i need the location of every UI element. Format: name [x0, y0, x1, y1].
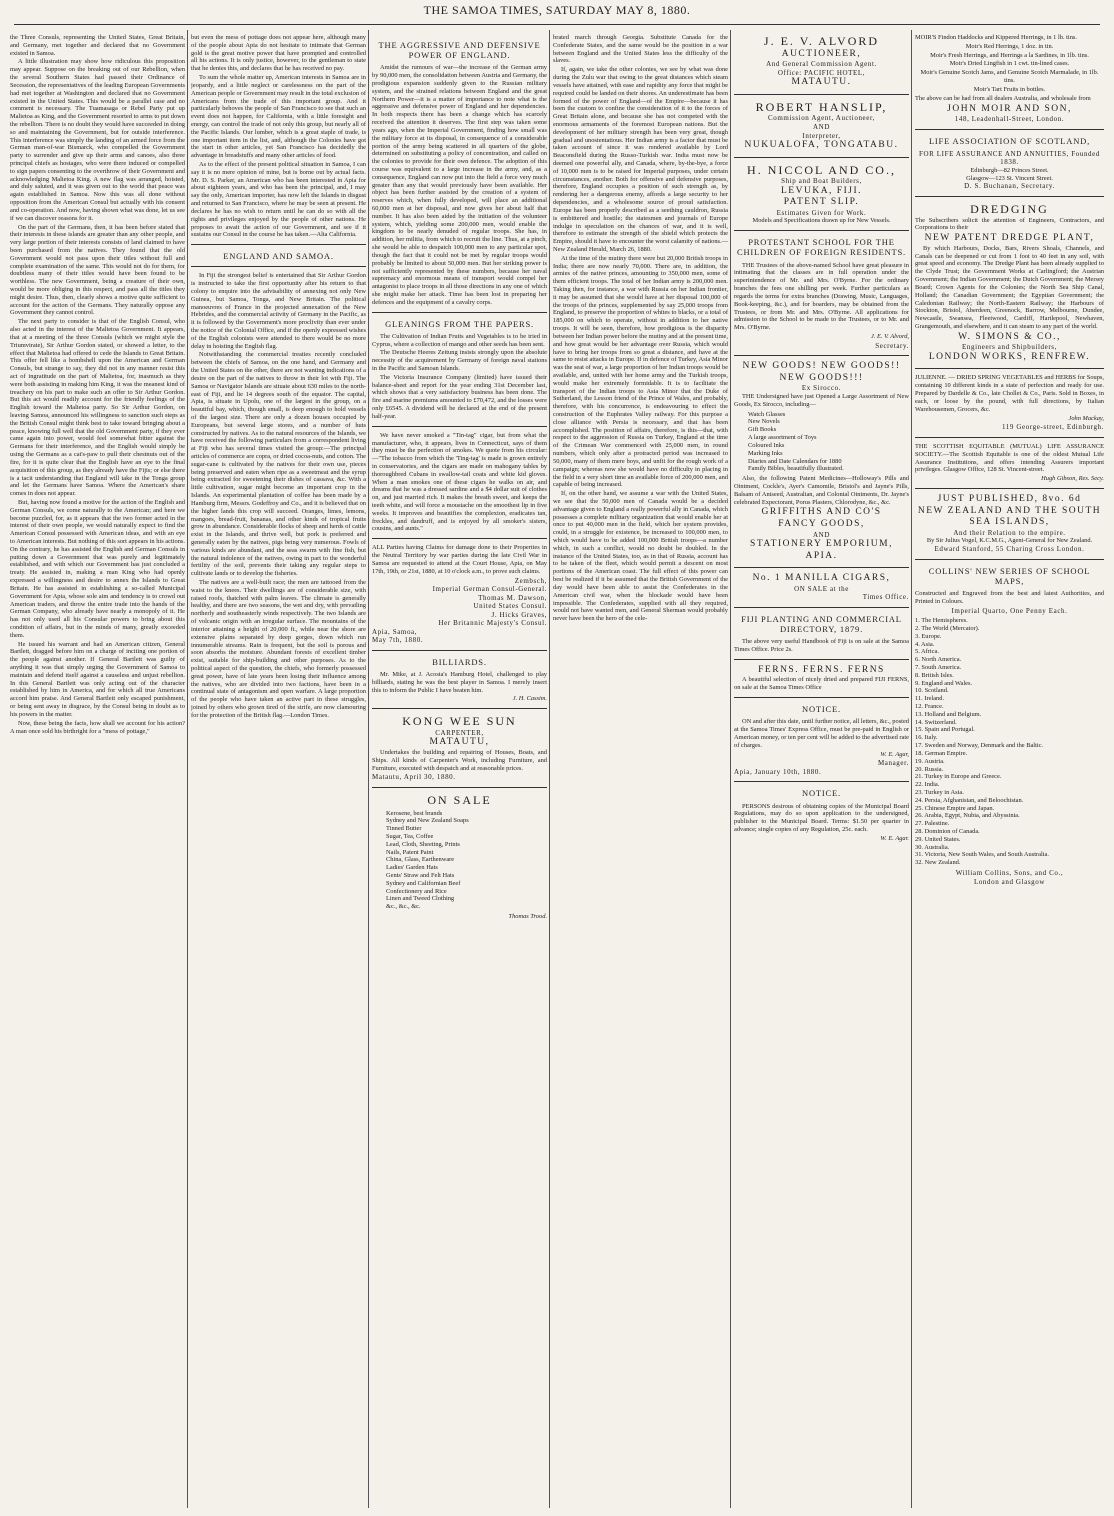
list-item: 11. Ireland.	[915, 695, 945, 703]
advert-date: Matautu, April 30, 1880.	[372, 773, 456, 782]
list-item: 13. Holland and Belgium.	[915, 710, 982, 718]
advert-heading: PROTESTANT SCHOOL FOR THE CHILDREN OF FOREIGN RESIDENTS.	[737, 237, 906, 258]
advert-text: THE Trustees of the above-named School have great pleasure in intimating that the classes are in full operation under the superintendence of Mr. and Mrs. O'Byrne. For the ordinary branches the fees one shilling per week. Further particulars as regards the terms for extra branches (Drawing, Music, Languages, Book-keeping, &c.), and for boarders, may be obtained from the Trustees, or from Mr. and Mrs. O'Byrne. All applications for admission to the School to be made to the Trustees, or to Mr. and Mrs. O'Byrne.	[734, 261, 909, 332]
list-item: Sugar, Tea, Coffee	[386, 832, 434, 840]
list-item: 25. Chinese Empire and Japan.	[915, 804, 995, 812]
list-item: 20. Russia.	[915, 765, 944, 773]
advert-address: Edward Stanford, 55 Charing Cross London.	[934, 545, 1085, 554]
advert-text: THE Undersigned have just Opened a Large Assortment of New Goods, Ex Sirocco, including—	[734, 393, 909, 408]
list-item: 17. Sweden and Norway, Denmark and the Baltic.	[915, 742, 1044, 750]
advert-heading: GRIFFITHS AND CO'S	[761, 507, 882, 518]
advert-sub: Ship and Boat Builders,	[781, 177, 862, 186]
advert-column-1	[734, 34, 909, 1504]
advert-place: APIA.	[805, 550, 838, 561]
signature: W. E. Agar.	[880, 834, 909, 842]
section-rule	[734, 94, 909, 95]
column-4	[553, 34, 728, 1504]
column-rule	[549, 30, 550, 1508]
list-item: Family Bibles, beautifully illustrated.	[748, 465, 844, 473]
list-item: 31. Victoria, New South Wales, and South Australia.	[915, 851, 1049, 859]
article-paragraph: If, again, we take the other colonies, we see by what was done during the Zulu war that owing to the great distances which steam vessels have attained, with ease and rapidity any force that might be required could be landed on their shores. An underestimate has been formed of the power of England—of the Empire—because it has been the custom to confine the consideration of it to the forces of Great Britain alone, and because she has not competed with the enormous armaments of the foremost European nations. But the development of her military strength has been very great, though gradual and unostentatious. Her Indian army is a factor that must be taken account of since it was rendered available by Lord Beaconsfield during the Russo-Turkish war. India must now be deemed one powerful ally, and Canada, where, by-the-bye, a force of 10,000 men is to be raised for Imperial purposes, under certain circumstances, another. Both for offensive and defensive purposes, therefore, England occupies a position of such strength as, by rendering her a dangerous enemy, affords a large security to her dependencies, and a wholesome source of proud satisfaction. Europe has been properly described as a seething cauldron, Russia is embittered and hostile; the statesmen and journals of Europe indulge in speculation on the chances of war, and it is well, therefore to estimate the strength of the shield which protects the Empire, should it have to encounter the worst calamity of nations.—New Zealand Herald, March 26, 1880.	[553, 66, 728, 253]
advert-text: Moir's Fresh Herrings, and Herrings a la Sardines, in 1lb. tins.	[930, 51, 1089, 59]
article-paragraph: The Victoria Insurance Company (limited) have issued their balance-sheet and report for the year ending 31st December last, which shows that a very satisfactory business has been done. The fire and marine premiums amounted to £70,472, and the losses were only £6545. A dividend will be declared at the end of the present half-year.	[372, 373, 547, 420]
advert-sub: Interpreter,	[802, 131, 841, 140]
advert-heading: LIFE ASSOCIATION OF SCOTLAND,	[928, 135, 1091, 146]
list-item: 19. Austria.	[915, 757, 945, 765]
advert-heading: COLLINS' NEW SERIES OF SCHOOL MAPS,	[928, 565, 1091, 586]
article-paragraph: Now, these being the facts, how shall we account for his action? A man once sold his birthright for a "mess of pottage,"	[10, 719, 185, 735]
section-rule	[734, 355, 909, 356]
list-item: 22. India.	[915, 781, 940, 789]
article-paragraph: A little illustration may show how ridiculous this proposition may appear. Suppose on the breaking out of our Rebellion, when the several Southern States had passed their Ordinance of Secession, the representatives of the leading European Governments had met together at Washington and declared that no Government existed in the United States. This would be a parallel case and no comment is necessary. The Tuamasaga or Rebel Party put up Malietoa as King, and the Government resorted to arms to put down the rebellion. There is no doubt they would have succeeded in doing so and maintaining the Government, but for outside interference. This interference was simply the landing of an armed force from the German man-of-war Bismarck, who compelled the Government party to surrender and give up their arms and canoes, also three principal chiefs as hostages, who were there induced or compelled to sign papers consenting to the overthrow of their Government and acknowledging Malietoa King. A new flag was arranged, hoisted, and duly saluted, and it was given out to the world that peace was again established in Samoa. Now this was all done without opposition from the American Consul but actually with his consent and co-operation. And now, having shown what was done, let us see if we can discover reasons for it.	[10, 58, 185, 222]
notice-text: PERSONS desirous of obtaining copies of the Municipal Board Regulations, may do so upon application to the undersigned, publisher to the Municipal Board. Terms: $1.50 per quarter in advance; single copies of any Regulation, 25c. each.	[734, 802, 909, 834]
advert-text: Undertakes the building and repairing of Houses, Boats, and Ships. All kinds of Carpenter's Work, including Furniture, and Furniture, executed with despatch and at reasonable prices.	[372, 748, 547, 772]
signature: W. E. Agar,	[880, 750, 909, 758]
column-rule	[187, 30, 188, 1508]
list-item: 16. Italy.	[915, 734, 938, 742]
column-2	[191, 34, 366, 1504]
map-list	[915, 617, 1104, 867]
advert-text: By Sir Julius Vogel, K.C.M.G., Agent-General for New Zealand.	[926, 537, 1093, 545]
sale-list	[372, 810, 547, 912]
advert-heading: DREDGING	[970, 202, 1049, 217]
list-item: Sydney and New Zealand Soaps	[386, 817, 469, 825]
advert-sub: And their Relation to the empire.	[953, 528, 1066, 537]
advert-sub: FOR LIFE ASSURANCE AND ANNUITIES, Founded 1838.	[919, 149, 1100, 167]
header-rule	[14, 24, 1100, 25]
article-paragraph: Amidst the rumours of war—the increase of the German army by 90,000 men, the consolidation between Austria and Germany, the prodigious expansion suddenly given to the Russian military system, and the strained relations between England and the great Northern Power—it is a matter of importance to note what is the aggressive and defensive power of England and her dependencies. In both respects there has been a change which has scarcely received the attention it deserves. The first step was taken some years ago, when the Imperial Government, finding how small was the military force at its disposal, in consequence of a considerable portion of the army being scattered in all quarters of the globe, determined on substituting a policy of concentration, and called on the colonies to provide for their own defence. The adoption of this course was equivalent to a large increase in the army, and, as a consequence, England can now put into the field a force very much greater than any that would previously have been available. Her object has been further assisted by the creation of a system of reserves which, when fully developed, will place an additional 60,000 men at her disposal, and now gives her about half that number. It has also been aided by the initiation of the volunteer system, which, yielding some 200,000 men, would enable the kingdom to be nearly denuded of regular troops. She has, in addition, her militia, from which to recruit the line. Thus, at a pinch, she would be able to despatch 100,000 men to any particular spot, though the fact that it could not be met by regular troops would probably be limited to about 50,000 men. But her striking power is not sufficiently represented by these numbers, because her naval supremacy and enormous means of transport would compel her antagonist to place troops in all those directions in any one of which she might make her attack. Time has been lost in preparing her defences and the equipment of a cavalry corps.	[372, 64, 547, 306]
section-rule	[734, 781, 909, 782]
list-item: 7. South America.	[915, 663, 962, 671]
article-heading: BILLIARDS.	[432, 656, 487, 667]
list-item: 24. Persia, Afghanistan, and Beloochistan.	[915, 796, 1024, 804]
signature: Hugh Gibson, Res. Secy.	[1041, 475, 1104, 483]
list-item: Watch Glasses	[748, 410, 786, 418]
column-rule	[368, 30, 369, 1508]
advert-title: AUCTIONEER,	[781, 48, 862, 59]
advert-heading: FANCY GOODS,	[778, 518, 865, 529]
advert-sub: ON SALE at the	[794, 584, 849, 593]
advert-text: JULIENNE. — DRIED SPRING VEGETABLES and HERBS for Soups, containing 10 different kinds in a state of perfection and ready for use. Prepared by Dardelle & Co., late Chollet & Co., Paris. Sold in Boxes, in each, or loose by the pound, with full directions, by Italian Warehousemen, Grocers, &c.	[915, 374, 1104, 413]
advert-sub: Estimates Given for Work.	[776, 208, 867, 217]
signatory-title: Imperial German Consul-General.	[432, 585, 547, 594]
notice-text: ALL Parties having Claims for damage done to their Properties in the Neutral Territory by war parties during the late Civil War in Samoa are requested to attend at the Court House, Apia, on May 17th, 19th, or 21st, 1880, at 10 o'clock a.m., to prove such claims.	[372, 544, 547, 575]
advert-name: ROBERT HANSLIP,	[755, 99, 888, 114]
list-item: 5. Africa.	[915, 648, 939, 656]
advert-sub: D. S. Buchanan, Secretary.	[964, 182, 1055, 191]
signature: Thomas Trood.	[508, 913, 547, 921]
advert-place: LEVUKA, FIJI.	[781, 185, 862, 196]
section-rule	[372, 426, 547, 427]
signature: J. E. V. Alvord,	[870, 332, 909, 340]
list-item: Tinned Butter	[386, 825, 422, 833]
notice-heading: NOTICE.	[802, 704, 841, 715]
advert-text: Moir's Red Herrings, 1 doz. in tin.	[965, 42, 1054, 50]
list-item: Confectionery and Rice	[386, 887, 447, 895]
list-item: 27. Palestine.	[915, 820, 950, 828]
signatory-title: United States Consul.	[473, 602, 547, 611]
advert-sub: Engineers and Shipbuilders,	[962, 343, 1057, 352]
section-rule	[372, 650, 547, 651]
list-item: Diaries and Date Calendars for 1880	[748, 457, 842, 465]
article-paragraph: but even the mess of pottage does not appear here, although many of the people about Apia do not hesitate to intimate that German gold is the great motive power that have prompted and controlled all his actions. It is only justice, however, to the gentleman to state that he denies this, and declares that he has received no pay.	[191, 34, 366, 73]
advert-sub: Times Office.	[862, 593, 909, 602]
section-rule	[734, 659, 909, 660]
advert-text: The Subscribers solicit the attention of Engineers, Contractors, and Corporations to their	[915, 216, 1104, 232]
advert-office: Office: PACIFIC HOTEL,	[777, 68, 866, 77]
advert-text: Moir's Tart Fruits in bottles.	[973, 85, 1046, 93]
advert-place: MATAUTU.	[791, 77, 852, 88]
list-item: 12. France.	[915, 703, 944, 711]
article-paragraph: In Fiji the strongest belief is entertained that Sir Arthur Gordon is instructed to take the first opportunity after his return to that colony to enquire into the advisability of annexing not only New Guinea, but Samoa, Tonga, and New Britain. The political manoeuvres of France in the projected annexation of the New Hebrides, and the commercial activity of Germany in the Pacific, as it is followed by the Government's more proclivity than ever under the notice of the Colonial Office, and if the openly expressed wishes of the English colonists were attended to there would be no more delay in hoisting the English flag.	[191, 272, 366, 350]
article-heading: THE AGGRESSIVE AND DEFENSIVE POWER OF ENGLAND.	[378, 40, 541, 61]
list-item: Marking Inks	[748, 449, 783, 457]
list-item: 18. German Empire.	[915, 749, 968, 757]
article-paragraph: The Cultivation of Indian Fruits and Vegetables is to be tried in Cyprus, where a collection of mango and other seeds has been sent.	[372, 332, 547, 348]
section-rule	[915, 196, 1104, 197]
list-item: Kerosene, best brands	[386, 809, 443, 817]
advert-text: Also, the following Patent Medicines—Holloway's Pills and Ointment, Cockle's, Ayer's Camomile, Bristol's and Jayne's Pills, Balsam of Aniseed, Australian, and Colonial Ointments, Dr. Jayne's celebrated Expectorant, Porus Plasters, Chlorodyne, &c., &c.	[734, 475, 909, 506]
advert-heading: JUST PUBLISHED, 8vo. 6d	[937, 493, 1082, 504]
advert-sub: Imperial Quarto, One Penny Each.	[951, 606, 1068, 615]
list-item: 6. North America.	[915, 656, 962, 664]
advert-name: H. NICCOL AND CO.,	[747, 162, 896, 177]
list-item: China, Glass, Earthenware	[386, 856, 455, 864]
article-paragraph: On the part of the Germans, then, it has been before stated that their interests in these islands are greater than any other people, and very large portion of their interests consists of land claimed to have been purchased from the natives. They found that the old Government would not pass upon their titles without full and complete examination of the same. This would not do for them, for doubtless many of their titles would have been found to be worthless. The new Government, being a creature of their own, would be more obliging in this respect, and pass all the titles they might desire. Thus, then, clearly shows a motive quite sufficient to account for the action of the Germans. They naturally oppose any Government they cannot control.	[10, 223, 185, 317]
list-item: Ladies' Garden Hats	[386, 864, 438, 872]
list-item: 4. Asia.	[915, 640, 935, 648]
advert-heading: NEW GOODS! NEW GOODS!!	[742, 361, 901, 372]
column-rule	[730, 30, 731, 1508]
list-item: 9. England and Wales.	[915, 679, 973, 687]
advert-and: AND	[813, 530, 830, 539]
advert-column-2	[915, 34, 1104, 1504]
article-paragraph: the Three Consuls, representing the United States, Great Britain, and Germany, met together and declared that no Government existed in Samoa.	[10, 34, 185, 57]
signatory: Thomas M. Dawson,	[478, 593, 547, 602]
advert-text: Mr. Mike, at J. Acosta's Hamburg Hotel, challenged to play billiards, stating he was the best player in Samoa. I merely insert this to inform the Public I have beaten him.	[372, 670, 547, 694]
list-item: 23. Turkey in Asia.	[915, 788, 964, 796]
list-item: 32. New Zealand.	[915, 859, 961, 867]
advert-text: MOIR'S Findon Haddocks and Kippered Herrings, in 1 lb. tins.	[915, 34, 1077, 41]
section-rule	[372, 787, 547, 788]
column-rule	[911, 30, 912, 1508]
column-1	[10, 34, 185, 1504]
section-rule	[372, 538, 547, 539]
advert-text: By which Harbours, Docks, Bars, Rivers Shoals, Channels, and Canals can be deepened or cut from 1 foot to 40 feet in any soil, with great speed and economy. The Dredge Plant has been already supplied to the Clyde Trust; the Government Works at Carlingford; the Austrian Government; the Indian Government; the Dutch Government; the Mersey Board; Crown Agents for the Colonies; the North Sea Ship Canal, Holland; the Canadian Government; the Egyptian Government; the Caledonian Railway; the North-Eastern Railway; the Harbours of Stockton, Bristol, Aberdeen, Greenock, Barrow, Melbourne, Dundee, Newcastle, Swansea, Fleetwood, Cardiff, Hartlepool, Newhaven, Grangemouth, and elsewhere, and it can steam to any part of the world.	[915, 244, 1104, 330]
article-paragraph: The natives are a well-built race; the men are tattooed from the waist to the knees. Their dwellings are of considerable size, with raised roofs, thatched with palm leaves. The climate is generally healthy, and there are two seasons, the wet and dry, with prevailing northerly and southeasterly winds respectively. The two Islands are of volcanic origin with an irregular surface. The mountains of the interior attaining a height of 20,000 ft., while near the shore are extensive plains separated by deep gorges, down which run innumerable streams. Rain is frequent, but the soil is porous and soon absorbs the moisture. Abundant forests of excellent timber exist, suitable for ship-building and other purposes. As to the political aspect of the question, the chiefs, who formerly possessed great power, have of late years been losing their influence among the natives, who are divided into two factions, have been in a continual state of antagonism and open warfare. A large proportion of the people who have taken an active part in these struggles, joined by others who grown tired of the strife, are now clamouring for the protection of the British flag.—London Times.	[191, 579, 366, 719]
advert-heading: FIJI PLANTING AND COMMERCIAL DIRECTORY, 1879.	[741, 613, 902, 635]
advert-text: Moir's Dried Lingfish in 1 cwt. tin-lined cases.	[949, 60, 1070, 68]
article-paragraph: The Deutsche Heeres Zeitung insists strongly upon the absolute necessity of the acquirement by Germany of foreign naval stations in the Pacific and Samoan Islands.	[372, 349, 547, 372]
article-paragraph: He issued his warrant and had an American citizen, General Bartlett, dragged before him on a charge of inciting one portion of the people against another. If General Bartlett was guilty of anything it was that simply urging the Government of Samoa to maintain and defend itself against a causeless and unjust rebellion. In this General Bartlett was only acting out of the character established by him in America, and for which all true Americans accord him praise. And General Bartlett only escaped punishment, or being sent away in disgrace, by the Consul being in doubt as to his powers in the matter.	[10, 640, 185, 718]
list-item: Lead, Cloth, Sheeting, Prints	[386, 840, 460, 848]
advert-place: MATAUTU,	[429, 737, 490, 748]
list-item: 26. Arabia, Egypt, Nubia, and Abyssinia.	[915, 812, 1020, 820]
signatory: Zembsch,	[514, 576, 547, 585]
list-item: 14. Switzerland.	[915, 718, 957, 726]
advert-and: AND	[813, 123, 830, 131]
section-rule	[915, 368, 1104, 369]
article-paragraph: Notwithstanding the commercial treaties recently concluded between the chiefs of Samoa, on the one hand, and Germany and the United States on the other, there are not wanting indications of a desire on the part of the natives to throw in their lot with Fiji. The Samoa or Navigator Islands are situate about 630 miles to the north-east of Fiji, and lie 14 degrees south of the equator. The capital, Apia, is situate in Upolu, one of the largest in the group, on a beautiful bay, which, though small, is deep enough to hold vessels of the largest size. There are only a dozen houses occupied by Europeans, but several large stores, and a number of huts constructed by natives. As to the natural resources of the Islands, we have received the following particulars from a correspondent living at Fiji who has several times visited the group:—The principal articles of commerce are copra, or dried cocoa-nuts, and cotton. The sugar-cane is cultivated by the natives for their own use, pieces being preserved and eaten when ripe as a sweetmeat and the syrup being extracted for sweetening their dishes of cassava, &c. With a little cultivation, sugar might become an important crop in the Islands. An experimental plantation of coffee has been made by a Hamburg firm, Messrs. Godeffroy and Co., and it is believed that on the higher lands this crop will succeed. Oranges, limes, lemons, mangoes, bread-fruit, bananas, and other kinds of tropical fruits grow in abundance. Considerable flocks of sheep and herds of cattle exist in the Islands, and thrive well, but pork is preferred and generally eaten by the natives, pigs being very numerous. Fowls of various kinds are abundant, and the seas swarm with fine fish, but the natural indolence of the natives, owing in part to the wonderful fertility of the soil, prevents their taking any regular steps to cultivate lands or to develop the fisheries.	[191, 351, 366, 578]
advert-sub: And General Commission Agent.	[766, 60, 877, 69]
advert-trade: CARPENTER,	[435, 728, 484, 737]
advert-address: 119 George-street, Edinburgh.	[1001, 423, 1104, 432]
advert-text: The above can be had from all dealers Australia, and wholesale from	[915, 94, 1091, 102]
notice-date: May 7th, 1880.	[372, 636, 424, 645]
advert-name: J. E. V. ALVORD	[763, 34, 880, 48]
signatory: J. Hicks Graves,	[491, 610, 547, 619]
goods-list	[734, 411, 909, 474]
list-item: Nails, Patent Paint	[386, 848, 434, 856]
advert-address: Edinburgh—82 Princes Street.	[970, 166, 1049, 174]
article-paragraph: brated march through Georgia. Substitute Canada for the Confederate States, and the same would be the position in a war between England and the United States less the difficulty of the slaves.	[553, 34, 728, 65]
advert-address: London and Glasgow	[973, 877, 1046, 886]
advert-heading: STATIONERY EMPORIUM,	[750, 539, 893, 550]
list-item: Gift Books	[748, 426, 777, 434]
signature-title: Secretary.	[875, 341, 909, 350]
signature: John Mackay,	[1068, 414, 1104, 422]
section-rule	[734, 230, 909, 231]
list-item: 2. The World (Mercator).	[915, 624, 980, 632]
advert-text: The above very useful Handbook of Fiji is on sale at the Samoa Times Office. Price 2s.	[734, 638, 909, 654]
signatory-title: Her Britannic Majesty's Consul.	[438, 619, 547, 628]
list-item: 8. British Isles.	[915, 671, 954, 679]
section-rule	[191, 244, 366, 245]
section-rule	[191, 266, 366, 267]
list-item: 30. Australia.	[915, 843, 950, 851]
list-item: 1. The Hemispheres.	[915, 617, 968, 625]
article-paragraph: At the time of the mutiny there were but 20,000 British troops in India; there are now nearly 70,000. There are, in addition, the armies of the native princes, amounting to 350,000 men, some of them efficient troops. The total of her Indian army is 200,000 men. Taking then, for instance, a war with Russia on her Indian frontier, it may be assumed that she would have at her disposal 100,000 of the troops of the princes, supplemented by say 25,000 troops from England, to preserve the proportion of whites to blacks, or a total of 185,000 on which to operate, without in addition to her native troops. It will be seen, therefore, how prodigious is the disparity between her Indian power before the mutiny and at the present time, and how great would be her advantage over Russia, which would have to bring her troops from so great a distance, and have at the same to resist attacks in Europe. If in defence of Turkey, Asia Minor was the seat of war, a large proportion of her Indian troops would be available, and, united with her home army and the Turkish troops, would make her extremely formidable. It is to facilitate the transport of the Indian troops to Asia Minor that the Duke of Sutherland, the Lesson friend of the Prince of Wales, and probably, therefore, with his concurrence, is endeavouring to effect the construction of the Euphrates Valley railway. For this purpose a close alliance with Persia is necessary, and that has been accomplished. The position of affairs, therefore, is this—that, with respect to the aggression of Russia on Turkey, England at the time of the Crimean War commenced with 25,000 men, in round numbers, which only after a protracted period was increased to 50,000, many of them mere boys, and unfit for the rough work of a campaign; whereas now she would have no difficulty in placing in the field in a very short time an available force of 200,000 men, and capable of being increased.	[553, 254, 728, 489]
advert-heading: FERNS. FERNS. FERNS	[758, 664, 885, 675]
list-item: 29. United States.	[915, 835, 961, 843]
list-item: A large assortment of Toys	[748, 434, 817, 442]
signature: J. H. Cassim.	[512, 695, 547, 703]
list-item: Sydney and Californian Beef	[386, 879, 461, 887]
notice-date: Apia, January 10th, 1880.	[734, 767, 822, 776]
column-3	[372, 34, 547, 1504]
advert-name: W. SIMONS & CO.,	[958, 331, 1061, 342]
list-item: 21. Turkey in Europe and Greece.	[915, 773, 1002, 781]
list-item: 3. Europe.	[915, 632, 942, 640]
advert-heading: NEW PATENT DREDGE PLANT,	[924, 233, 1095, 244]
advert-text: A beautiful selection of nicely dried and prepared FIJI FERNS, on sale at the Samoa Times Office	[734, 676, 909, 692]
section-rule	[915, 129, 1104, 130]
advert-sub: Ex Sirocco.	[801, 384, 842, 393]
section-rule	[372, 312, 547, 313]
article-paragraph: If, on the other hand, we assume a war with the United States, we see that the 50,000 men of Canada would be a decided advantage given to England a really powerful ally in Canada, which possesses a complete military organization that would enable her at once to put 40,000 men in the field, which her system provides, could, in a struggle for existence, be increased to 100,000 men, to which would have to be added 100,000 British troops—a number which, in such a conflict, would no doubt be doubled. In the instance of the United States, too, as in that of Russia, account has to be taken of the fleet, which would permit a descent on most portions of the American coast. The full effect of this power can best be realized if it be assumed that the British Government of the day would have been able to assist the Confederates in the American civil war, when the blockade would have been impossible. The Confederates, supplied with all they required, would not have wanted men, and General Sherman would probably never have been the hero of the cele-	[553, 490, 728, 623]
article-heading: GLEANINGS FROM THE PAPERS.	[385, 318, 534, 329]
advert-name: KONG WEE SUN	[402, 714, 517, 729]
advert-heading: No. 1 MANILLA CIGARS,	[752, 573, 891, 584]
list-item: Linen and Tweed Clothing	[386, 895, 455, 903]
advert-address: 148, Leadenhall-Street, London.	[954, 115, 1065, 124]
advert-text: We have never smoked a "Tin-tag" cigar, but from what the manufacturer, who, it appears, lives in Connecticut, says of them they must be the perfection of smokes. We quote from his circular:—"The tobacco from which the 'Ting-tag' is made is grown entirely in conservatories, and the cigars are made on mahogany tables by thoroughbred Cubans in swallow-tail coats and white kid gloves. When a man smokes one of these cigars he walks on air, and dreams that he was a dressed sardine and a $4 dollar suit of clothes on, and just married rich. It makes the breath sweet, and keeps the teeth white, and will force a moustache on the smoothest lip in five weeks. It improves and beautifies the complexion, eradicates tan, freckles, and dandruff, and is enjoyed by all smoker's sisters, cousins, and aunts."	[372, 431, 547, 533]
section-rule	[734, 157, 909, 158]
list-item: 28. Dominion of Canada.	[915, 828, 980, 836]
advert-heading: ON SALE	[427, 792, 492, 807]
article-paragraph: But, having now found a motive for the action of the English and German Consuls, we come naturally to the American; and here we become puzzled, for, as it appears that the two former acted in the interest of their own people, we would naturally expect to find the American Consul possessed with American ideas, and with an eye to American interests. But nothing of this sort appears in his actions. On the contrary, he has assisted the English and German Consuls in putting down a Government that was purely and legitimately established, and with which our Government has just concluded a treaty. He assisted in, making a man King who had openly expressed a willingness and desire to annex the Islands to Great Britain. He has assisted in establishing a so-called Municipal Government for Apia, whose sole aim and tendency is to crowd out American traders, and throw the entire trade into the hands of the German Company, who already have nearly a monopoly of it. He has not only used all his Consular powers to bring about this condition of affairs, but in the minds of many, greatly exceeded them.	[10, 498, 185, 639]
advert-text: Constructed and Engraved from the best and latest Authorities, and Printed in Colours.	[915, 589, 1104, 605]
advert-text: Models and Specifications drawn up for New Vessels.	[752, 217, 891, 225]
section-rule	[915, 437, 1104, 438]
list-item: 10. Scotland.	[915, 687, 949, 695]
advert-sub: Commission Agent, Auctioneer,	[768, 114, 875, 123]
advert-text: THE SCOTTISH EQUITABLE (MUTUAL) LIFE ASSURANCE SOCIETY.—The Scottish Equitable is one of the oldest Mutual Life Assurance Institutions, and offers intending Assurers important privileges. Glasgow Office, 128 St. Vincent-street.	[915, 442, 1104, 474]
advert-heading: NEW GOODS!!!	[779, 372, 864, 383]
advert-address: Glasgow—123 St. Vincent Street.	[966, 174, 1053, 182]
article-paragraph: As to the effect of the present political situation in Samoa, I can say it is no mere opinion of mine, but is borne out by actual facts. Mr. D. S. Parker, an American who has been interested in Apia for about eighteen years, and who has been the principal, and, I may say the only, American importer, has now left the Islands in disgust and returned to San Francisco, where he may be seen at present. He declares he has no wish to return until he can do so with all the rights and privileges enjoyed by the people of other nations. He proposes to await the action of our Government, and see if it sustains our Consul in the course he has taken.—Alta California.	[191, 161, 366, 239]
book-title: NEW ZEALAND AND THE SOUTH SEA ISLANDS,	[917, 505, 1102, 528]
section-rule	[372, 708, 547, 709]
notice-text: ON and after this date, until further notice, all letters, &c., posted at the Samoa Times' Express Office, must be pre-paid in English or American money, or ten per cent will be added to the advertised rate of charges.	[734, 718, 909, 749]
list-item: New Novels	[748, 418, 780, 426]
advert-heading: PATENT SLIP.	[783, 197, 860, 208]
advert-text: Moir's Genuine Scotch Jams, and Genuine Scotch Marmalade, in 1lb. tins.	[920, 69, 1099, 85]
notice-heading: NOTICE.	[802, 788, 841, 799]
section-rule	[915, 488, 1104, 489]
advert-place: NUKUALOFA, TONGATABU.	[744, 140, 899, 151]
section-rule	[734, 567, 909, 568]
list-item: 15. Spain and Portugal.	[915, 726, 975, 734]
advert-name: William Collins, Sons, and Co.,	[955, 869, 1064, 878]
article-heading: ENGLAND AND SAMOA.	[223, 251, 334, 262]
list-item: Gents' Straw and Felt Hats	[386, 872, 455, 880]
list-item: &c., &c., &c.	[386, 903, 421, 911]
list-item: Coloured Inks	[748, 441, 785, 449]
advert-name: JOHN MOIR AND SON,	[947, 103, 1072, 114]
article-paragraph: To sum the whole matter up, American interests in Samoa are in jeopardy, and a little neglect or carelessness on the part of the American people or Government may result in the total exclusion of Americans from the trade of this important group. And it particularly behoves the people of San Francisco to see that such an event does not happen, for California, with a little foresight and energy, can control the trade of not only this group, but nearly all of the Pacific Islands. Our lumber, which is a great staple of trade, is one important item in the list, and, although the Colonies have got the start in other articles, yet San Francisco has decidedly the advantage in breadstuffs and many other articles of food.	[191, 74, 366, 160]
section-rule	[915, 559, 1104, 560]
section-rule	[734, 697, 909, 698]
article-paragraph: The next party to consider is that of the English Consul, who also acted in the interest of the Malietoa Government. It appears, that at a meeting of the three Consuls (which we might style the Triumvirate), Sir Arthur Gordon stated, or showed a letter, to the effect that Malietoa had offered to cede the Islands to Great Britain. This offer fell like a bombshell upon the American and German Consuls, but strange to say, they did not in any manner resist this act of ingratitude on the part of Malietoa, for, inasmuch as they were both assisting in making him King, it was the meanest kind of treachery on his part to make such an offer to Sir Arthur Gordon. But this act would readily account for the friendly feelings of the English toward the Malietoa party. So Sir Arthur Gordon, on leaving Samoa, announced his willingness to sanction such steps as the British Consul might think best to take toward bringing about a peace, knowing full well that the old Government party, if they ever came again into power, would feel somewhat bitter against the Germans for their interference, and the English would simply be using the Germans as a cat's-paw to pull their chestnuts out of the fire, for it is quite clear that the English have an eye to the final acquisition of this group, as they already have the Fijis; or else there is a tacit understanding that England will take in the Tonga group and let the Germans have Samoa. Where the American's share comes in does not appear.	[10, 318, 185, 498]
masthead: THE SAMOA TIMES, SATURDAY MAY 8, 1880.	[423, 3, 691, 17]
signature-title: Manager.	[877, 759, 909, 768]
section-rule	[734, 607, 909, 608]
notice-place: Apia, Samoa,	[372, 627, 418, 636]
advert-address: LONDON WORKS, RENFREW.	[928, 351, 1091, 362]
